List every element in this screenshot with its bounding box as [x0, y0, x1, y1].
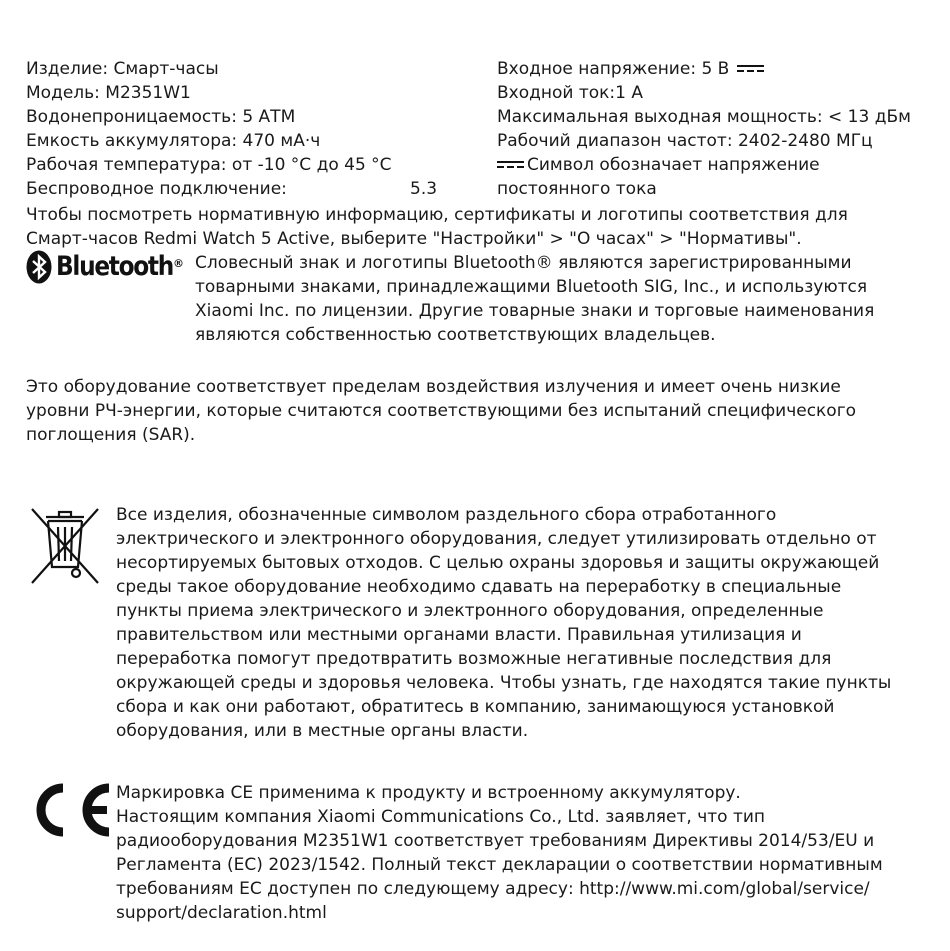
- ce-notice-line: радиооборудования M2351W1 соответствует требованиям Директивы 2014/53/EU и: [116, 831, 875, 851]
- bluetooth-notice-line: являются собственностью соответствующих владельцев.: [195, 325, 716, 345]
- weee-notice-line: Все изделия, обозначенные символом раздельного сбора отработанного: [116, 505, 777, 525]
- regulatory-info: [26, 203, 848, 251]
- bluetooth-icon: [26, 250, 52, 284]
- crossed-bin-icon: [26, 505, 106, 585]
- bluetooth-notice: [195, 251, 874, 347]
- spec-input-voltage: [497, 57, 911, 81]
- ce-notice-line: support/declaration.html: [116, 903, 327, 923]
- spec-wireless: Беспроводное подключение:: [26, 179, 287, 199]
- spec-battery: Емкость аккумулятора: 470 мА·ч: [26, 131, 321, 151]
- spec-dc-note-text: Символ обозначает напряжение: [527, 155, 820, 175]
- spec-product: Изделие: Смарт-часы: [26, 59, 219, 79]
- ce-notice: [116, 781, 883, 925]
- weee-notice-line: несортируемых бытовых отходов. С целью охраны здоровья и защиты окружающей: [116, 553, 880, 573]
- weee-notice-line: среды такое оборудование необходимо сдавать на переработку в специальные: [116, 577, 842, 597]
- sar-notice: [26, 375, 856, 447]
- spec-max-power: Максимальная выходная мощность: < 13 дБм: [497, 107, 911, 127]
- weee-notice-line: правительством или местными органами власти. Правильная утилизация и: [116, 625, 802, 645]
- weee-notice-line: переработка помогут предотвратить возможные негативные последствия для: [116, 649, 832, 669]
- ce-notice-line: требованиям ЕС доступен по следующему адресу: http://www.mi.com/global/service/: [116, 879, 870, 899]
- weee-notice-line: окружающей среды и здоровья человека. Чтобы узнать, где находятся такие пункты: [116, 673, 892, 693]
- weee-notice-line: пункты приема электрического и электронного оборудования, определенные: [116, 601, 824, 621]
- spec-frequency: Рабочий диапазон частот: 2402-2480 МГц: [497, 131, 873, 151]
- spec-temperature: Рабочая температура: от -10 °C до 45 °C: [26, 155, 392, 175]
- ce-notice-line: Регламента (EC) 2023/1542. Полный текст декларации о соответствии нормативным: [116, 855, 883, 875]
- specs-right: [497, 57, 911, 201]
- specs-left: [26, 57, 392, 201]
- weee-notice: [116, 503, 891, 743]
- spec-model: Модель: M2351W1: [26, 83, 191, 103]
- ce-mark-icon: [25, 782, 113, 838]
- bluetooth-notice-line: товарными знаками, принадлежащими Bluetooth SIG, Inc., и используются: [195, 277, 868, 297]
- bluetooth-wordmark: Bluetooth: [56, 251, 173, 282]
- spec-dc-note-cont: постоянного тока: [497, 179, 657, 199]
- weee-notice-line: оборудования, или в местные органы власти.: [116, 721, 529, 741]
- spec-water-resistance: Водонепроницаемость: 5 АТМ: [26, 107, 296, 127]
- bluetooth-notice-line: Словесный знак и логотипы Bluetooth® являются зарегистрированными: [195, 253, 852, 273]
- bluetooth-reg-mark: ®: [173, 257, 184, 270]
- ce-notice-line: Маркировка CE применима к продукту и встроенному аккумулятору.: [116, 783, 741, 803]
- sar-notice-line: поглощения (SAR).: [26, 425, 196, 445]
- spec-input-current: Входной ток:1 А: [497, 83, 643, 103]
- spec-bluetooth-version: 5.3: [410, 179, 438, 199]
- bluetooth-notice-line: Xiaomi Inc. по лицензии. Другие товарные знаки и торговые наименования: [195, 301, 875, 321]
- bluetooth-logo: [26, 250, 192, 284]
- regulatory-info-line: Смарт-часов Redmi Watch 5 Active, выберите "Настройки" > "О часах" > "Нормативы".: [26, 229, 802, 249]
- spec-dc-note: [497, 153, 911, 177]
- sar-notice-line: Это оборудование соответствует пределам воздействия излучения и имеет очень низкие: [26, 377, 841, 397]
- ce-notice-line: Настоящим компания Xiaomi Communications Co., Ltd. заявляет, что тип: [116, 807, 766, 827]
- regulatory-info-line: Чтобы посмотреть нормативную информацию, сертификаты и логотипы соответствия для: [26, 205, 848, 225]
- dc-voltage-icon: [497, 160, 524, 170]
- spec-input-voltage-label: Входное напряжение: 5 В: [497, 59, 730, 79]
- weee-notice-line: сбора и как они работают, обратитесь в компанию, занимающуюся установкой: [116, 697, 835, 717]
- sar-notice-line: уровни РЧ-энергии, которые считаются соответствующими без испытаний специфического: [26, 401, 857, 421]
- dc-voltage-icon: [737, 64, 764, 74]
- weee-notice-line: электрического и электронного оборудования, следует утилизировать отдельно от: [116, 529, 877, 549]
